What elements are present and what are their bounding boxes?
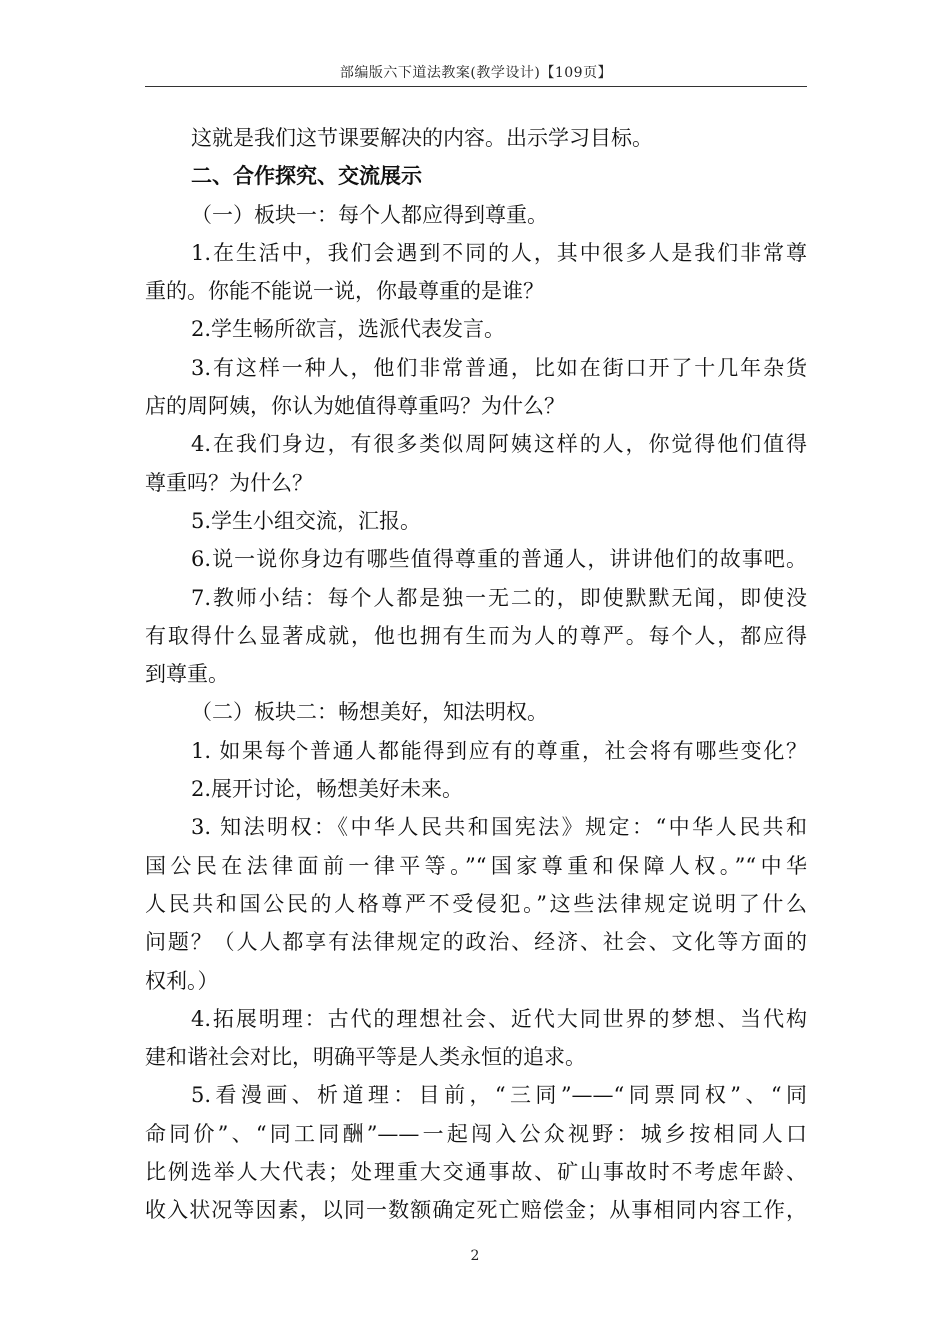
- text-line: 比例选举人大代表；处理重大交通事故、矿山事故时不考虑年龄、: [145, 1160, 807, 1185]
- text-line: 到尊重。: [145, 662, 229, 687]
- document-body: [145, 119, 807, 1230]
- text-line: 6.说一说你身边有哪些值得尊重的普通人，讲讲他们的故事吧。: [191, 547, 807, 572]
- text-line: 国公民在法律面前一律平等。”“国家尊重和保障人权。”“中华: [145, 853, 807, 878]
- page-header-title: 部编版六下道法教案(教学设计)【109页】: [339, 65, 613, 81]
- text-line: 7.教师小结：每个人都是独一无二的，即使默默无闻，即使没: [191, 585, 807, 610]
- text-line: （二）板块二：畅想美好，知法明权。: [191, 700, 548, 725]
- text-line: 有取得什么显著成就，他也拥有生而为人的尊严。每个人，都应得: [145, 623, 807, 648]
- text-line: 3. 知法明权：《中华人民共和国宪法》规定：“中华人民共和: [191, 815, 807, 840]
- text-line: 这就是我们这节课要解决的内容。出示学习目标。: [191, 126, 653, 150]
- text-line: 5.学生小组交流，汇报。: [191, 508, 422, 533]
- text-line: 重的。你能不能说一说，你最尊重的是谁？: [145, 279, 544, 304]
- text-line: 收入状况等因素，以同一数额确定死亡赔偿金；从事相同内容工作，: [145, 1198, 807, 1223]
- text-line: 2.展开讨论，畅想美好未来。: [191, 777, 464, 802]
- text-line: 4.拓展明理：古代的理想社会、近代大同世界的梦想、当代构: [191, 1006, 807, 1031]
- text-line: 命同价”、“同工同酬”——一起闯入公众视野：城乡按相同人口: [145, 1121, 807, 1146]
- text-line: 3.有这样一种人，他们非常普通，比如在街口开了十几年杂货: [191, 355, 807, 380]
- section-heading: 二、合作探究、交流展示: [191, 163, 422, 189]
- text-line: 问题？（人人都享有法律规定的政治、经济、社会、文化等方面的: [145, 930, 807, 955]
- text-line: （一）板块一：每个人都应得到尊重。: [191, 202, 548, 227]
- text-line: 店的周阿姨，你认为她值得尊重吗？为什么？: [145, 394, 565, 419]
- text-line: 1. 如果每个普通人都能得到应有的尊重，社会将有哪些变化？: [191, 738, 807, 763]
- page-number: 2: [470, 1248, 480, 1264]
- text-line: 建和谐社会对比，明确平等是人类永恒的追求。: [145, 1045, 586, 1070]
- text-line: 人民共和国公民的人格尊严不受侵犯。”这些法律规定说明了什么: [145, 891, 807, 916]
- text-line: 1.在生活中，我们会遇到不同的人，其中很多人是我们非常尊: [191, 240, 807, 265]
- text-line: 4.在我们身边，有很多类似周阿姨这样的人，你觉得他们值得: [191, 432, 807, 457]
- text-line: 尊重吗？为什么？: [145, 470, 313, 495]
- text-line: 5.看漫画、析道理：目前，“三同”——“同票同权”、“同: [191, 1083, 807, 1108]
- text-line: 2.学生畅所欲言，选派代表发言。: [191, 317, 506, 342]
- text-line: 权利。）: [145, 968, 219, 993]
- header-divider: [145, 86, 807, 87]
